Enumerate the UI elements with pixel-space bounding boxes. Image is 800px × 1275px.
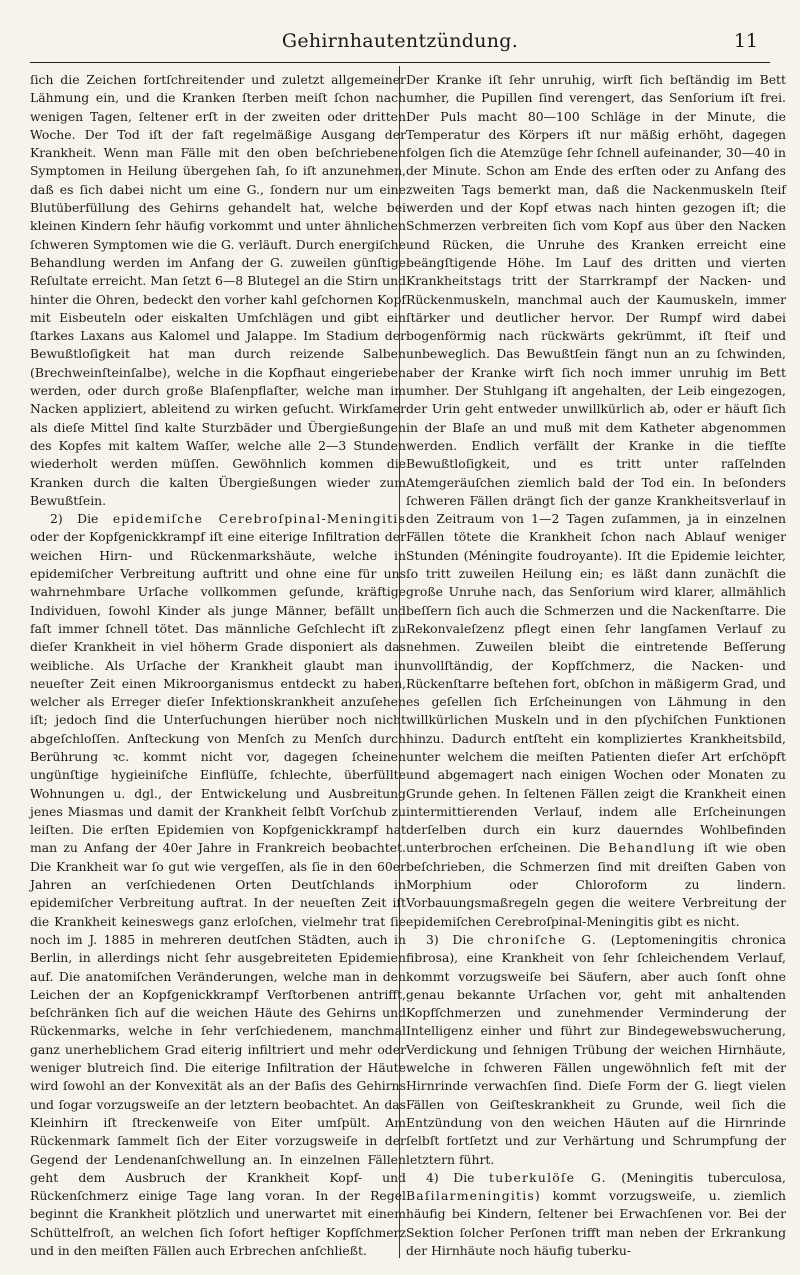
page-header <box>30 30 770 56</box>
right-paragraph-3-lead: 4) Die <box>426 1169 490 1185</box>
running-title: Gehirnhautentzündung. <box>281 30 519 52</box>
right-paragraph-2-body: (Leptomeningitis chronica fibrosa), eine Krankheit von ſehr ſchleichendem Verlauf, kommt vorzugsweiſe bei Säufern, aber auch ſonſt ohne genau bekannte Urſachen vor, geht mit anhaltenden Kopfſchmerzen und zunehmender Verminderung der Intelligenz einher und führt zur Bindegewebswucherung, Verdickung und ſehnigen Trübung der weichen Hirnhäute, welche in ſchweren Fällen ungewöhnlich feſt mit der Hirnrinde verwachſen ſind. Dieſe Form der G. liegt vielen Fällen von Geiſteskrankheit zu Grunde, weil ſich die Entzündung von den weichen Häuten auf die Hirnrinde ſelbſt fortſetzt und zur Verhärtung und Schrumpfung der letztern führt. <box>406 931 786 1167</box>
right-paragraph-3-mid: (Meningitis tuberculosa, <box>606 1169 786 1185</box>
header-rule <box>30 62 770 63</box>
left-paragraph-1: ſich die Zeichen fortſchreitender und zuletzt allgemeiner Lähmung ein, und die Kranken ſterben meiſt ſchon nach wenigen Tagen, ſeltener erſt in der zweiten oder dritten Woche. Der Tod iſt der faſt regelmäßige Ausgang der Krankheit. Wenn man Fälle mit den oben beſchriebenen Symptomen in Heilung übergehen ſah, ſo iſt anzunehmen, daß es ſich dabei nicht um eine G., ſondern nur um eine Blutüberfüllung des Gehirns gehandelt hat, welche bei kleinen Kindern ſehr häufig vorkommt und unter ähnlichen ſchweren Symptomen wie die G. verläuft. Durch energiſche Behandlung werden im Anfang der G. zuweilen günſtige Reſultate erreicht. Man ſetzt 6—8 Blutegel an die Stirn und hinter die Ohren, bedeckt den vorher kahl geſchornen Kopf mit Eisbeuteln oder eiskalten Umſchlägen und gibt ein ſtarkes Laxans aus Kalomel und Jalappe. Im Stadium der Bewußtloſigkeit hat man durch reizende Salben (Brechweinſteinſalbe), welche in die Kopfhaut eingerieben werden, oder durch große Blaſenpflaſter, welche man im Nacken appliziert, ableitend zu wirken geſucht. Wirkſamer als dieſe Mittel ſind kalte Sturzbäder und Übergießungen des Kopfes mit kaltem Waſſer, welche alle 2—3 Stunden wiederholt werden müſſen. Gewöhnlich kommen die Kranken durch die kalten Übergießungen wieder zum Bewußtſein. <box>30 72 406 508</box>
right-paragraph-3-body: ) kommt vorzugsweiſe, u. ziemlich häufig bei Kindern, ſeltener bei Erwachſenen vor. Bei der Sektion ſolcher Perſonen trifft man neben der Erkrankung der Hirnhäute noch häufig tuberku- <box>406 1188 786 1258</box>
right-paragraph-3 <box>406 1169 786 1260</box>
right-paragraph-2 <box>406 931 786 1169</box>
right-paragraph-1-body: Der Kranke iſt ſehr unruhig, wirft ſich beſtändig im Bett umher, die Pupillen ſind verengert, das Senſorium iſt frei. Der Puls macht 80—100 Schläge in der Minute, die Temperatur des Körpers iſt nur mäßig erhöht, dagegen folgen ſich die Atemzüge ſehr ſchnell aufeinander, 30—40 in der Minute. Schon am Ende des erſten oder zu Anfang des zweiten Tags bemerkt man, daß die Nackenmuskeln ſteif werden und der Kopf etwas nach hinten gezogen iſt; die Schmerzen verbreiten ſich vom Kopf aus über den Nacken und Rücken, die Unruhe des Kranken erreicht eine beängſtigende Höhe. Im Lauf des dritten und vierten Krankheitstags tritt der Starrkrampf der Nacken- und Rückenmuskeln, manchmal auch der Kaumuskeln, immer ſtärker und deutlicher hervor. Der Rumpf wird dabei bogenförmig nach rückwärts gekrümmt, iſt ſteif und unbeweglich. Das Bewußtſein fängt nun an zu ſchwinden, aber der Kranke wirft ſich noch immer unruhig im Bett umher. Der Stuhlgang iſt angehalten, der Leib eingezogen, der Urin geht entweder unwillkürlich ab, oder er häuft ſich in der Blaſe an und muß mit dem Katheter abgenommen werden. Endlich verfällt der Kranke in die tiefſte Bewußtloſigkeit, und es tritt unter raſſelnden Atemgeräuſchen ziemlich bald der Tod ein. In beſonders ſchweren Fällen drängt ſich der ganze Krankheitsverlauf in den Zeitraum von 1—2 Tagen zuſammen, ja in einzelnen Fällen tötete die Krankheit ſchon nach Ablauf weniger Stunden (Méningite foudroyante). Iſt die Epidemie leichter, ſo tritt zuweilen Heilung ein; es läßt dann zunächſt die große Unruhe nach, das Senſorium wird klarer, allmählich beſſern ſich auch die Schmerzen und die Nackenſtarre. Die Rekonvaleſzenz pflegt einen ſehr langſamen Verlauf zu nehmen. Zuweilen bleibt die eintretende Beſſerung unvollſtändig, der Kopfſchmerz, die Nacken- und Rückenſtarre beſtehen fort, obſchon in mäßigerm Grad, und es geſellen ſich Erſcheinungen von Lähmung in den willkürlichen Muskeln und in den pſychiſchen Funktionen hinzu. Dadurch entſteht ein kompliziertes Krankheitsbild, unter welchem die meiſten Patienten dieſer Art erſchöpft und abgemagert nach einigen Wochen oder Monaten zu Grunde gehen. In ſeltenen Fällen zeigt die Krankheit einen intermittierenden Verlauf, indem alle Erſcheinungen derſelben durch ein kurz dauerndes Wohlbefinden unterbrochen erſcheinen. Die <box>406 72 786 856</box>
term-chronische-g: chroniſche G. <box>487 931 598 947</box>
right-column <box>406 71 786 1260</box>
term-behandlung: Behandlung <box>608 840 696 856</box>
term-basilarmeningitis: Baſilarmeningitis <box>406 1188 535 1204</box>
column-divider <box>399 66 400 1258</box>
left-paragraph-2-lead: 2) Die <box>50 511 113 527</box>
page-number: 11 <box>733 30 758 52</box>
term-cerebrospinal-meningitis: epidemiſche Cerebroſpinal-Meningitis <box>112 511 407 527</box>
left-column <box>30 71 406 1260</box>
left-paragraph-2 <box>30 510 406 1260</box>
left-paragraph-2-body: oder der Kopfgenickkrampf iſt eine eiterige Infiltration der weichen Hirn- und Rückenmarkshäute, welche in epidemiſcher Verbreitung auftritt und ohne eine für uns wahrnehmbare Urſache vollkommen geſunde, kräftige Individuen, ſowohl Kinder als junge Männer, befällt und faſt immer ſchnell tötet. Das männliche Geſchlecht iſt zu dieſer Krankheit in viel höherm Grade disponiert als das weibliche. Als Urſache der Krankheit glaubt man in neueſter Zeit einen Mikroorganismus entdeckt zu haben, welcher als Erreger dieſer Infektionskrankheit anzuſehen iſt; jedoch ſind die Unterſuchungen hierüber noch nicht abgeſchloſſen. Anſteckung von Menſch zu Menſch durch Berührung ꝛc. kommt nicht vor, dagegen ſcheinen ungünſtige hygieiniſche Einflüſſe, ſchlechte, überfüllte Wohnungen u. dgl., der Entwickelung und Ausbreitung jenes Miasmas und damit der Krankheit ſelbſt Vorſchub zu leiſten. Die erſten Epidemien von Kopfgenickkrampf hat man zu Anfang der 40er Jahre in Frankreich beobachtet. Die Krankheit war ſo gut wie vergeſſen, als ſie in den 60er Jahren an verſchiedenen Orten Deutſchlands in epidemiſcher Verbreitung auftrat. In der neueſten Zeit iſt die Krankheit keineswegs ganz erloſchen, vielmehr trat ſie noch im J. 1885 in mehreren deutſchen Städten, auch in Berlin, in allerdings nicht ſehr ausgebreiteten Epidemien auf. Die anatomiſchen Veränderungen, welche man in den Leichen der an Kopfgenickkrampf Verſtorbenen antrifft, beſchränken ſich auf die weichen Häute des Gehirns und Rückenmarks, welche in ſehr verſchiedenem, manchmal ganz unerheblichem Grad eiterig infiltriert und mehr oder weniger blutreich ſind. Die eiterige Infiltration der Häute wird ſowohl an der Konvexität als an der Baſis des Gehirns und ſogar vorzugsweiſe an der letztern beobachtet. An das Kleinhirn iſt ſtreckenweiſe von Eiter umſpült. Am Rückenmark ſammelt ſich der Eiter vorzugsweiſe in der Gegend der Lendenanſchwellung an. In einzelnen Fällen geht dem Ausbruch der Krankheit Kopf- und Rückenſchmerz einige Tage lang voran. In der Regel beginnt die Krankheit plötzlich und unerwartet mit einem Schüttelfroſt, an welchen ſich ſofort heftiger Kopfſchmerz und in den meiſten Fällen auch Erbrechen anſchließt. <box>30 529 406 1258</box>
right-paragraph-2-lead: 3) Die <box>426 931 488 947</box>
right-paragraph-1-end: iſt wie oben beſchrieben, die Schmerzen ſind mit dreiſten Gaben von Morphium oder Chloroform zu lindern. Vorbauungsmaßregeln gegen die weitere Verbreitung der epidemiſchen Cerebroſpinal-Meningitis gibt es nicht. <box>406 840 787 929</box>
term-tuberkuloese-g: tuberkulöſe G. <box>489 1169 607 1185</box>
right-paragraph-1 <box>406 71 786 931</box>
